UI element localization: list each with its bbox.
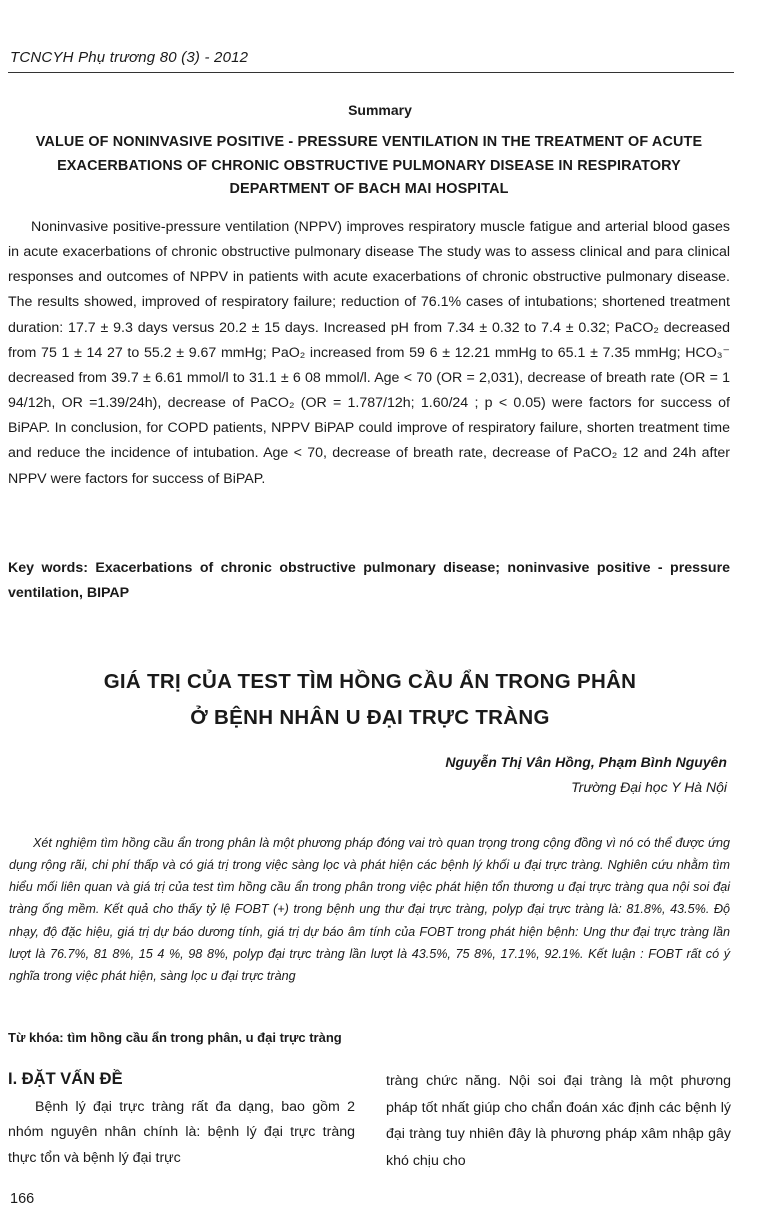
english-keywords: Key words: Exacerbations of chronic obstructive pulmonary disease; noninvasive positive - pressure ventilation, BIPAP [8,560,730,601]
vietnamese-abstract: Xét nghiệm tìm hồng cầu ẩn trong phân là một phương pháp đóng vai trò quan trọng trong cộng đồng vì nó có thể được ứng dụng rộng rãi, chi phí thấp và có giá trị trong việc sàng lọc và phát hiện các bệnh lý khối u đại trực tràng. Nghiên cứu nhằm tìm hiểu mối liên quan và giá trị của test tìm hồng cầu ẩn trong phân trong việc phát hiện tổn thương u đại trực tràng qua nội soi đại tràng ống mềm. Kết quả cho thấy tỷ lệ FOBT (+) trong bệnh ung thư đại trực tràng, polyp đại trực tràng là: 81.8%, 43.5%. Độ nhạy, độ đặc hiệu, giá trị dự báo dương tính, giá trị dự báo âm tính của FOBT trong phát hiện bệnh: Ung thư đại trực tràng lần lượt là 76.7%, 81 8%, 15 4 %, 98 8%, polyp đại trực tràng lần lượt là 43.5%, 75 8%, 17.1%, 92.1%. Kết luận : FOBT rất có ý nghĩa trong việc phát hiện, sàng lọc u đại trực tràng [9,836,730,983]
section-heading: I. ĐẶT VẤN ĐỀ [8,1070,123,1088]
left-column [8,1068,355,1171]
header-rule [8,72,734,73]
english-title: VALUE OF NONINVASIVE POSITIVE - PRESSURE VENTILATION IN THE TREATMENT OF ACUTE EXACERBATIONS OF CHRONIC OBSTRUCTIVE PULMONARY DISEASE IN RESPIRATORY DEPARTMENT OF BACH MAI HOSPITAL [35,134,703,197]
article-affiliation: Trường Đại học Y Hà Nội [571,779,727,795]
left-column-text: Bệnh lý đại trực tràng rất đa dạng, bao gồm 2 nhóm nguyên nhân chính là: bệnh lý đại trực tràng thực tổn và bệnh lý đại trực [8,1099,355,1166]
article-authors: Nguyễn Thị Vân Hồng, Phạm Bình Nguyên [445,754,727,770]
running-head: TCNCYH Phụ trương 80 (3) - 2012 [10,49,249,66]
right-column-text: tràng chức năng. Nội soi đại tràng là một phương pháp tốt nhất giúp cho chẩn đoán xác định các bệnh lý đại tràng tuy nhiên đây là phương pháp xâm nhập gây khó chịu cho [386,1073,731,1169]
article-title [0,664,740,736]
page-number: 166 [10,1191,35,1207]
article-title-line-2: Ở BỆNH NHÂN U ĐẠI TRỰC TRÀNG [190,706,550,729]
vietnamese-keywords: Từ khóa: tìm hồng cầu ẩn trong phân, u đại trực tràng [8,1030,342,1045]
english-abstract: Noninvasive positive-pressure ventilation (NPPV) improves respiratory muscle fatigue and arterial blood gases in acute exacerbations of chronic obstructive pulmonary disease The study was to assess clinical and para clinical responses and outcomes of NPPV in patients with acute exacerbations of chronic obstructive pulmonary disease. The results showed, improved of respiratory failure; reduction of 76.1% cases of intubations; shortened treatment duration: 17.7 ± 9.3 days versus 20.2 ± 15 days. Increased pH from 7.34 ± 0.32 to 7.4 ± 0.32; PaCO₂ decreased from 75 1 ± 14 27 to 55.2 ± 9.67 mmHg; PaO₂ increased from 59 6 ± 12.21 mmHg to 65.1 ± 7.35 mmHg; HCO₃⁻ decreased from 39.7 ± 6.61 mmol/l to 31.1 ± 6 08 mmol/l. Age < 70 (OR = 2,031), decrease of breath rate (OR = 1 94/12h, OR =1.39/24h), decrease of PaCO₂ (OR = 1.787/12h; 1.60/24 ; p < 0.05) were factors for success of BiPAP. In conclusion, for COPD patients, NPPV BiPAP could improve of respiratory failure, shorten treatment time and reduce the incidence of intubation. Age < 70, decrease of breath rate, decrease of PaCO₂ 12 and 24h after NPPV were factors for success of BiPAP. [8,219,730,487]
article-title-line-1: GIÁ TRỊ CỦA TEST TÌM HỒNG CẦU ẨN TRONG PHÂN [103,670,637,693]
summary-heading: Summary [348,102,412,118]
